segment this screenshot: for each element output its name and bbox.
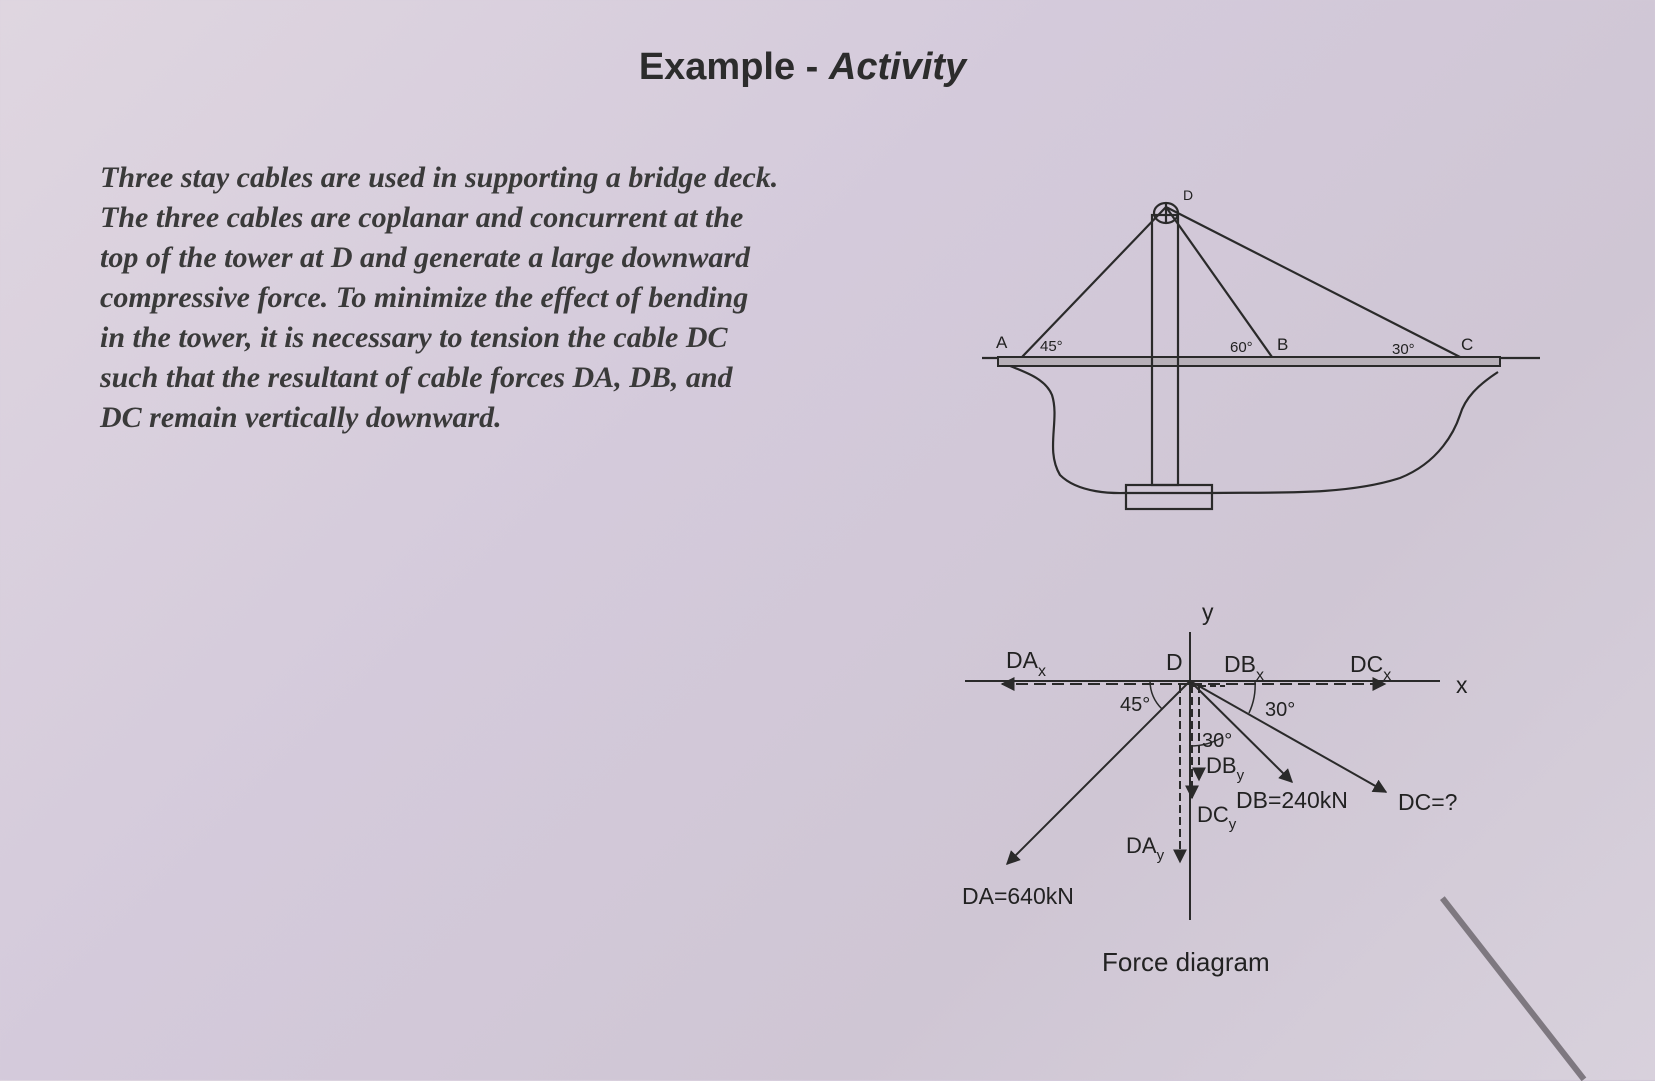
- bridge-illustration: [982, 203, 1540, 509]
- tower-footing: [1126, 485, 1212, 509]
- label-axis-x: x: [1456, 672, 1468, 698]
- label-angle-b: 60°: [1230, 339, 1253, 356]
- label-db-y: $DB_y$: [1206, 753, 1245, 784]
- force-diagram-caption: Force diagram: [1102, 947, 1270, 977]
- problem-line: compressive force. To minimize the effect of bending: [100, 281, 749, 314]
- problem-line: such that the resultant of cable forces DA, DB, and: [100, 361, 733, 394]
- label-angle-30-horizontal: 30°: [1265, 699, 1296, 721]
- label-da-y: $DA_y$: [1126, 833, 1165, 864]
- label-origin-d: D: [1166, 649, 1183, 675]
- label-dc-x: $DC_x$: [1350, 651, 1392, 684]
- bridge-labels: [996, 187, 1473, 358]
- title-plain: Example -: [638, 46, 829, 88]
- label-angle-45: 45°: [1120, 694, 1151, 716]
- problem-line: The three cables are coplanar and concurrent at the: [100, 201, 744, 234]
- problem-line: DC remain vertically downward.: [100, 401, 502, 434]
- label-angle-c: 30°: [1392, 341, 1415, 358]
- tower: [1152, 215, 1178, 485]
- problem-line: top of the tower at D and generate a large downward: [100, 241, 751, 274]
- label-point-c: C: [1461, 335, 1474, 354]
- label-axis-y: y: [1202, 599, 1214, 625]
- label-dc-value: DC=?: [1398, 789, 1458, 815]
- title-italic: Activity: [828, 46, 967, 88]
- arc-45: [1150, 681, 1162, 709]
- riverbed-outline: [1000, 362, 1498, 493]
- label-point-b: B: [1277, 335, 1289, 354]
- vector-da: [1007, 681, 1190, 864]
- label-point-d: D: [1183, 187, 1194, 203]
- label-da-x: $DA_x$: [1006, 647, 1046, 680]
- arc-30-horizontal: [1249, 681, 1255, 713]
- force-labels: [962, 599, 1468, 977]
- cable-dc: [1166, 207, 1460, 357]
- label-dc-y: $DC_y$: [1197, 802, 1237, 833]
- label-angle-a: 45°: [1040, 338, 1063, 355]
- cable-db: [1166, 207, 1272, 357]
- label-da-value: DA=640kN: [962, 883, 1074, 909]
- cable-da: [1022, 207, 1166, 357]
- label-db-x: $DB_x$: [1224, 651, 1264, 684]
- problem-line: in the tower, it is necessary to tension the cable DC: [100, 321, 728, 354]
- problem-line: Three stay cables are used in supporting a bridge deck.: [100, 161, 779, 194]
- bridge-deck: [998, 357, 1500, 366]
- label-db-value: DB=240kN: [1236, 787, 1348, 813]
- label-angle-30-vertical: 30°: [1202, 730, 1233, 752]
- label-point-a: A: [996, 333, 1008, 352]
